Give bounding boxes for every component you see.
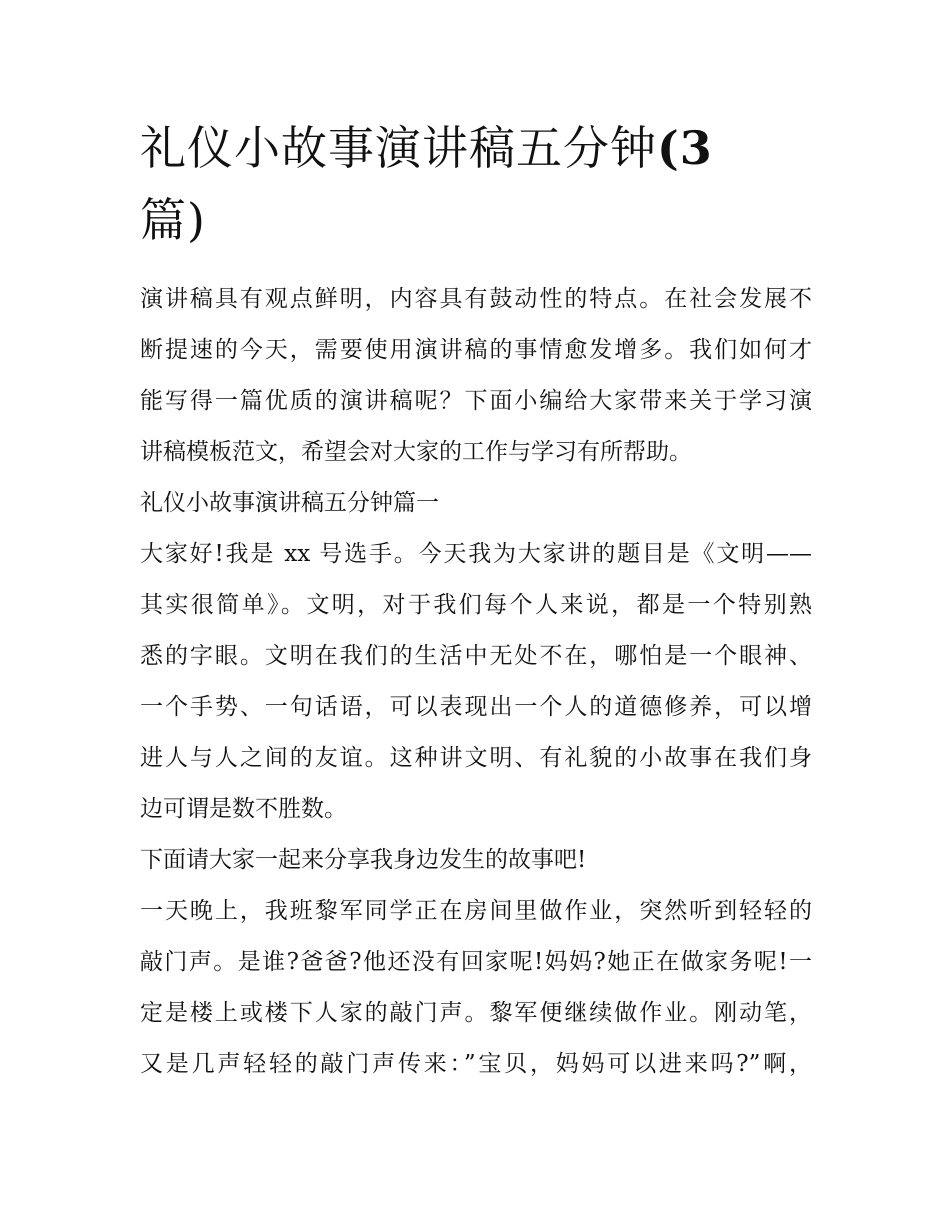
paragraph-line: 又是几声轻轻的敲门声传来：”宝贝，妈妈可以进来吗?”啊， (140, 1051, 812, 1077)
paragraph-line: 边可谓是数不胜数。 (140, 796, 347, 822)
paragraph-line: 下面请大家一起来分享我身边发生的故事吧! (140, 847, 587, 873)
speech-paragraph-1 (140, 529, 812, 835)
speech-paragraph-3 (140, 886, 812, 1090)
intro-paragraph (140, 274, 812, 478)
speech-paragraph-2 (140, 835, 812, 886)
paragraph-line: 进人与人之间的友谊。这种讲文明、有礼貌的小故事在我们身 (140, 745, 812, 771)
title-line-2: 篇) (140, 193, 206, 247)
section-heading: 礼仪小故事演讲稿五分钟篇一 (140, 490, 439, 516)
intro-line: 讲稿模板范文，希望会对大家的工作与学习有所帮助。 (140, 439, 692, 465)
intro-line: 演讲稿具有观点鲜明，内容具有鼓动性的特点。在社会发展不 (140, 286, 812, 312)
paragraph-line: 悉的字眼。文明在我们的生活中无处不在，哪怕是一个眼神、 (140, 643, 812, 669)
title-suffix: (3 (657, 121, 713, 175)
paragraph-line: 其实很简单》。文明，对于我们每个人来说，都是一个特别熟 (140, 592, 812, 618)
intro-line: 能写得一篇优质的演讲稿呢？下面小编给大家带来关于学习演 (140, 388, 812, 414)
paragraph-line: 一个手势、一句话语，可以表现出一个人的道德修养，可以增 (140, 694, 812, 720)
intro-line: 断提速的今天，需要使用演讲稿的事情愈发增多。我们如何才 (140, 337, 812, 363)
paragraph-line: 定是楼上或楼下人家的敲门声。黎军便继续做作业。刚动笔， (140, 1000, 812, 1026)
document-body (140, 112, 812, 1090)
paragraph-line: 一天晚上，我班黎军同学正在房间里做作业，突然听到轻轻的 (140, 898, 812, 924)
title-main: 礼仪小故事演讲稿五分钟 (140, 121, 657, 175)
paragraph-line: 敲门声。是谁?爸爸?他还没有回家呢!妈妈?她正在做家务呢!一 (140, 949, 812, 975)
document-title (140, 112, 812, 256)
paragraph-line: 大家好!我是 xx 号选手。今天我为大家讲的题目是《文明—— (140, 541, 812, 567)
